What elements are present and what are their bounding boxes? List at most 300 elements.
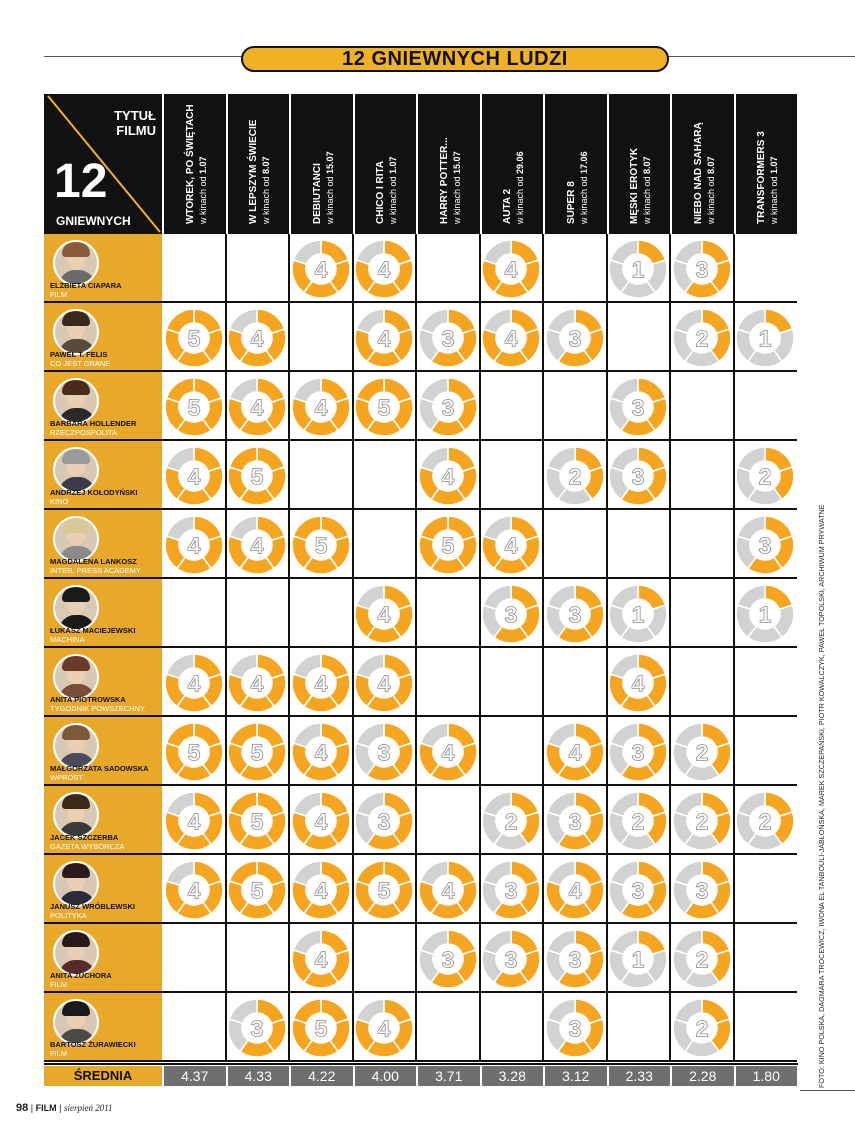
rating-cell <box>289 924 353 993</box>
rating-value: 2 <box>504 808 518 834</box>
rating-cell <box>543 924 607 993</box>
rating-cell <box>226 648 290 717</box>
rating-value: 4 <box>250 532 264 558</box>
rating-cell <box>353 579 417 648</box>
rating-cell <box>416 303 480 372</box>
rating-cell <box>734 303 798 372</box>
film-release-prefix: w kinach od <box>197 176 208 224</box>
rating-cell <box>226 510 290 579</box>
rating-ring <box>227 791 287 851</box>
avatar-hair <box>62 242 90 257</box>
rating-cell <box>226 786 290 855</box>
rating-cell <box>353 234 417 303</box>
critic-magazine: POLITYKA <box>50 911 87 920</box>
rating-ring <box>164 722 224 782</box>
rating-value: 4 <box>504 256 518 282</box>
rating-value: 4 <box>441 463 455 489</box>
rating-value: 3 <box>441 325 455 351</box>
rating-cell <box>162 648 226 717</box>
rating-cell <box>670 993 734 1062</box>
page-folio: 98 | FILM | sierpień 2011 <box>16 1102 113 1114</box>
film-header <box>353 94 417 234</box>
avatar-hair <box>62 725 90 740</box>
average-value: 3.71 <box>416 1066 480 1086</box>
rating-cell <box>289 855 353 924</box>
rating-cell <box>226 855 290 924</box>
critic-name: ŁUKASZ MACIEJEWSKI <box>50 626 136 635</box>
rating-ring <box>608 722 668 782</box>
rating-value: 3 <box>631 739 645 765</box>
rating-ring <box>735 446 795 506</box>
film-release <box>768 131 780 224</box>
rating-cell <box>734 441 798 510</box>
rating-ring <box>164 308 224 368</box>
film-header <box>670 94 734 234</box>
critic-row-header <box>44 648 162 717</box>
average-value: 2.28 <box>670 1066 734 1086</box>
rating-cell <box>543 717 607 786</box>
film-title: TRANSFORMERS 3 <box>756 131 768 224</box>
rating-ring <box>481 308 541 368</box>
rating-value: 5 <box>187 739 201 765</box>
rating-cell <box>416 855 480 924</box>
critic-name: JACEK SZCZERBA <box>50 833 119 842</box>
rating-ring <box>608 860 668 920</box>
film-release-date: 1.07 <box>769 156 780 174</box>
rating-value: 3 <box>504 601 518 627</box>
rating-cell <box>543 786 607 855</box>
rating-ring <box>545 722 605 782</box>
rating-ring <box>164 446 224 506</box>
film-release <box>578 151 590 224</box>
rating-value: 3 <box>695 877 709 903</box>
film-title: MĘSKI EROTYK <box>629 147 641 224</box>
film-header-label <box>311 151 336 224</box>
rating-value: 5 <box>250 463 264 489</box>
rating-value: 4 <box>187 463 201 489</box>
rating-value: 4 <box>250 670 264 696</box>
rating-ring <box>164 377 224 437</box>
rating-ring <box>545 998 605 1058</box>
rating-ring <box>227 860 287 920</box>
rating-ring <box>672 722 732 782</box>
rating-value: 3 <box>568 1015 582 1041</box>
rating-cell <box>353 717 417 786</box>
rating-cell <box>607 372 671 441</box>
film-title: WTOREK, PO ŚWIĘTACH <box>184 104 196 224</box>
rating-value: 3 <box>250 1015 264 1041</box>
rating-ring <box>672 998 732 1058</box>
critic-row-header <box>44 510 162 579</box>
ratings-table <box>44 94 798 1090</box>
rating-ring <box>354 998 414 1058</box>
average-value: 4.22 <box>289 1066 353 1086</box>
rating-cell <box>607 234 671 303</box>
average-value: 1.80 <box>734 1066 798 1086</box>
rating-value: 2 <box>695 946 709 972</box>
film-title: CHICO I RITA <box>375 160 387 224</box>
rating-value: 3 <box>631 877 645 903</box>
rating-cell <box>480 510 544 579</box>
film-header-label <box>438 137 463 224</box>
film-header <box>162 94 226 234</box>
avatar <box>53 930 99 976</box>
rating-ring <box>291 722 351 782</box>
rating-cell <box>670 786 734 855</box>
critic-magazine: INTER. PRESS ACADEMY <box>50 566 141 575</box>
rating-value: 4 <box>377 601 391 627</box>
rating-cell <box>543 441 607 510</box>
rating-cell <box>670 924 734 993</box>
film-header <box>226 94 290 234</box>
average-value: 4.33 <box>226 1066 290 1086</box>
film-release <box>514 151 526 224</box>
rating-cell <box>289 372 353 441</box>
rating-ring <box>608 653 668 713</box>
film-release <box>705 122 717 224</box>
rating-ring <box>227 722 287 782</box>
film-header-label <box>501 151 526 224</box>
rating-cell <box>226 303 290 372</box>
corner-title-line1: TYTUŁ <box>114 108 156 123</box>
rating-ring <box>418 308 478 368</box>
photo-credit: FOTO: KINO POLSKA, DAGMARA TROCEWICZ, IWONA EL TANBOULI-JABŁOŃSKA, MAREK SZCZEPAŃSKI, PIOTR KOWALCZYK, PAWEŁ TOPOLSKI, ARCHIWUM PRYWATNE <box>817 504 826 1088</box>
rating-ring <box>418 929 478 989</box>
film-release-date: 17.06 <box>578 151 589 174</box>
rating-ring <box>227 308 287 368</box>
rating-cell <box>162 717 226 786</box>
rating-cell <box>226 372 290 441</box>
film-header-label <box>692 122 717 224</box>
rating-cell <box>416 717 480 786</box>
rating-value: 3 <box>504 946 518 972</box>
average-rule-top <box>44 1063 798 1065</box>
film-release <box>260 120 272 224</box>
rating-cell <box>416 924 480 993</box>
rating-ring <box>418 860 478 920</box>
avatar-hair <box>62 863 90 878</box>
rating-ring <box>672 791 732 851</box>
rating-cell <box>480 855 544 924</box>
rating-ring <box>354 377 414 437</box>
rating-ring <box>672 860 732 920</box>
rating-cell <box>289 786 353 855</box>
rating-value: 3 <box>568 325 582 351</box>
rating-cell <box>734 510 798 579</box>
rating-cell <box>670 855 734 924</box>
avatar <box>53 309 99 355</box>
critic-name: MAŁGORZATA SADOWSKA <box>50 764 149 773</box>
film-release-date: 15.07 <box>324 151 335 174</box>
rating-ring <box>608 791 668 851</box>
rating-value: 3 <box>631 463 645 489</box>
avatar-hair <box>62 794 90 809</box>
critic-magazine: FILM <box>50 1049 68 1058</box>
rating-cell <box>670 717 734 786</box>
rating-ring <box>164 791 224 851</box>
rating-value: 3 <box>377 808 391 834</box>
avatar <box>53 723 99 769</box>
average-value: 4.37 <box>162 1066 226 1086</box>
average-value: 2.33 <box>607 1066 671 1086</box>
critic-row-header <box>44 441 162 510</box>
avatar-hair <box>62 449 90 464</box>
film-header-label <box>755 131 780 224</box>
rating-value: 1 <box>631 946 645 972</box>
film-release-prefix: w kinach od <box>388 176 399 224</box>
rating-ring <box>164 860 224 920</box>
rating-cell <box>607 855 671 924</box>
rating-value: 3 <box>504 877 518 903</box>
rating-ring <box>608 584 668 644</box>
corner-number: 12 <box>54 155 108 208</box>
rating-ring <box>354 860 414 920</box>
rating-value: 3 <box>441 394 455 420</box>
critic-row-header <box>44 993 162 1062</box>
rating-value: 5 <box>187 394 201 420</box>
rating-value: 4 <box>377 256 391 282</box>
avatar-hair <box>62 932 90 947</box>
rating-value: 1 <box>758 601 772 627</box>
rating-cell <box>607 648 671 717</box>
rating-cell <box>670 303 734 372</box>
critic-magazine: KINO <box>50 497 69 506</box>
film-release-date: 8.07 <box>261 156 272 174</box>
rating-value: 5 <box>441 532 455 558</box>
rating-cell <box>353 855 417 924</box>
rating-value: 3 <box>568 946 582 972</box>
rating-value: 2 <box>695 808 709 834</box>
rating-cell <box>289 717 353 786</box>
rating-ring <box>545 929 605 989</box>
avatar <box>53 378 99 424</box>
rating-cell <box>353 372 417 441</box>
rating-ring <box>608 446 668 506</box>
critic-row-header <box>44 579 162 648</box>
avatar <box>53 861 99 907</box>
film-header-label <box>565 151 590 224</box>
rating-ring <box>164 515 224 575</box>
rating-value: 4 <box>377 1015 391 1041</box>
rating-value: 1 <box>631 256 645 282</box>
rating-cell <box>480 234 544 303</box>
avatar-hair <box>62 311 90 326</box>
rating-value: 4 <box>568 877 582 903</box>
rating-cell <box>226 993 290 1062</box>
rating-value: 5 <box>187 325 201 351</box>
rating-ring <box>481 515 541 575</box>
rating-cell <box>734 786 798 855</box>
critic-magazine: GAZETA WYBORCZA <box>50 842 125 851</box>
critic-name: JANUSZ WRÓBLEWSKI <box>50 902 135 911</box>
film-header <box>416 94 480 234</box>
rating-value: 3 <box>568 601 582 627</box>
film-release-prefix: w kinach od <box>705 176 716 224</box>
critic-row-header <box>44 717 162 786</box>
film-release-prefix: w kinach od <box>261 176 272 224</box>
average-label: ŚREDNIA <box>44 1066 162 1086</box>
avatar <box>53 999 99 1045</box>
rating-cell <box>607 924 671 993</box>
rating-value: 4 <box>314 256 328 282</box>
film-release-prefix: w kinach od <box>515 176 526 224</box>
rating-ring <box>227 515 287 575</box>
rating-cell <box>607 786 671 855</box>
rating-cell <box>289 648 353 717</box>
critic-name: ANITA PIOTROWSKA <box>50 695 126 704</box>
page-number: 98 <box>16 1102 29 1114</box>
rating-value: 2 <box>695 1015 709 1041</box>
rating-ring <box>481 239 541 299</box>
film-release-prefix: w kinach od <box>642 176 653 224</box>
rating-ring <box>291 653 351 713</box>
rating-ring <box>354 722 414 782</box>
avatar-hair <box>62 380 90 395</box>
critic-name: ELŻBIETA CIAPARA <box>50 281 122 290</box>
rating-ring <box>291 515 351 575</box>
film-header <box>480 94 544 234</box>
rating-ring <box>608 929 668 989</box>
critic-row-header <box>44 924 162 993</box>
rating-cell <box>480 303 544 372</box>
page-title: 12 GNIEWNYCH LUDZI <box>241 46 669 72</box>
folio-issue: sierpień 2011 <box>63 1103 113 1113</box>
avatar-hair <box>62 518 90 533</box>
rating-cell <box>416 441 480 510</box>
rating-ring <box>608 239 668 299</box>
rating-ring <box>227 653 287 713</box>
rating-value: 5 <box>250 808 264 834</box>
rating-value: 5 <box>250 877 264 903</box>
avatar <box>53 447 99 493</box>
critic-magazine: TYGODNIK POWSZECHNY <box>50 704 146 713</box>
film-header <box>607 94 671 234</box>
rating-value: 2 <box>695 325 709 351</box>
corner-title-line2: FILMU <box>116 123 156 138</box>
rating-ring <box>354 653 414 713</box>
rating-value: 4 <box>631 670 645 696</box>
footer-rule <box>800 1090 855 1091</box>
rating-ring <box>672 239 732 299</box>
film-header <box>289 94 353 234</box>
film-header <box>543 94 607 234</box>
rating-value: 4 <box>377 325 391 351</box>
rating-value: 2 <box>758 808 772 834</box>
rating-value: 3 <box>695 256 709 282</box>
rating-value: 4 <box>504 325 518 351</box>
rating-value: 4 <box>504 532 518 558</box>
rating-cell <box>416 510 480 579</box>
rating-ring <box>672 929 732 989</box>
average-value: 3.12 <box>543 1066 607 1086</box>
critic-name: PAWEŁ T. FELIS <box>50 350 108 359</box>
film-title: W LEPSZYM ŚWIECIE <box>248 119 260 224</box>
rating-value: 4 <box>441 739 455 765</box>
film-title: DEBIUTANCI <box>311 163 323 224</box>
rating-cell <box>480 579 544 648</box>
rating-value: 4 <box>187 670 201 696</box>
film-release-date: 8.07 <box>642 156 653 174</box>
rating-cell <box>353 303 417 372</box>
film-title: NIEBO NAD SAHARĄ <box>692 122 704 224</box>
film-header <box>734 94 798 234</box>
film-title: SUPER 8 <box>565 181 577 224</box>
rating-ring <box>418 446 478 506</box>
rating-value: 4 <box>314 670 328 696</box>
rating-value: 4 <box>441 877 455 903</box>
critic-name: BARBARA HOLLENDER <box>50 419 137 428</box>
critic-row-header <box>44 234 162 303</box>
rating-ring <box>354 791 414 851</box>
film-release-date: 1.07 <box>197 156 208 174</box>
rating-value: 5 <box>377 394 391 420</box>
critic-row-header <box>44 855 162 924</box>
rating-value: 4 <box>187 808 201 834</box>
rating-ring <box>418 515 478 575</box>
avatar-hair <box>62 587 90 602</box>
avatar <box>53 516 99 562</box>
rating-ring <box>227 446 287 506</box>
rating-value: 2 <box>695 739 709 765</box>
rating-ring <box>735 308 795 368</box>
rating-cell <box>353 993 417 1062</box>
critic-magazine: MACHINA <box>50 635 85 644</box>
film-release-prefix: w kinach od <box>324 176 335 224</box>
rating-cell <box>543 303 607 372</box>
rating-cell <box>162 855 226 924</box>
rating-ring <box>481 584 541 644</box>
average-value: 3.28 <box>480 1066 544 1086</box>
rating-cell <box>480 786 544 855</box>
rating-cell <box>607 717 671 786</box>
critic-magazine: RZECZPOSPOLITA <box>50 428 117 437</box>
critic-name: ANDRZEJ KOŁODYŃSKI <box>50 488 138 497</box>
rating-value: 4 <box>187 877 201 903</box>
rating-ring <box>291 239 351 299</box>
avatar <box>53 792 99 838</box>
film-header-label <box>184 104 209 224</box>
average-value: 4.00 <box>353 1066 417 1086</box>
rating-value: 3 <box>568 808 582 834</box>
critic-magazine: CO JEST GRANE <box>50 359 111 368</box>
rating-cell <box>607 579 671 648</box>
rating-value: 2 <box>631 808 645 834</box>
avatar <box>53 240 99 286</box>
critic-magazine: FILM <box>50 980 68 989</box>
rating-ring <box>672 308 732 368</box>
film-title: AUTA 2 <box>502 189 514 224</box>
rating-value: 4 <box>187 532 201 558</box>
rating-value: 4 <box>377 670 391 696</box>
rating-value: 2 <box>568 463 582 489</box>
rating-value: 3 <box>631 394 645 420</box>
rating-cell <box>162 510 226 579</box>
avatar <box>53 654 99 700</box>
film-release-prefix: w kinach od <box>769 176 780 224</box>
rating-ring <box>735 584 795 644</box>
rating-cell <box>543 579 607 648</box>
rating-ring <box>608 377 668 437</box>
rating-value: 5 <box>314 1015 328 1041</box>
rating-ring <box>291 998 351 1058</box>
rating-value: 4 <box>250 394 264 420</box>
rating-value: 3 <box>758 532 772 558</box>
rating-cell <box>226 441 290 510</box>
rating-cell <box>480 924 544 993</box>
rating-cell <box>416 372 480 441</box>
rating-ring <box>545 584 605 644</box>
rating-value: 5 <box>314 532 328 558</box>
